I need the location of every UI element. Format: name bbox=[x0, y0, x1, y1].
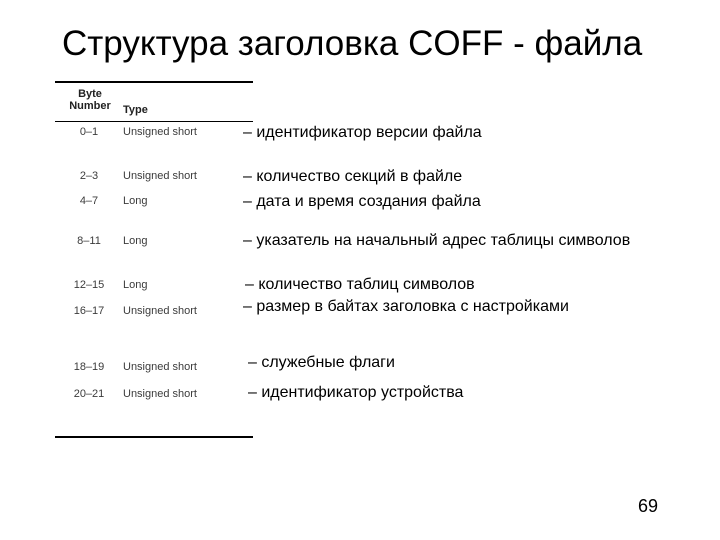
row-1-description: – идентификатор версии файла bbox=[243, 124, 482, 141]
row-2-type: Unsigned short bbox=[123, 170, 197, 182]
row-1-byte: 0–1 bbox=[79, 126, 99, 138]
header-byte-line1: Byte bbox=[78, 88, 102, 100]
row-1-type: Unsigned short bbox=[123, 126, 197, 138]
table-bottom-rule bbox=[55, 436, 253, 438]
slide-title: Структура заголовка COFF - файла bbox=[62, 24, 643, 63]
row-6-type: Unsigned short bbox=[123, 305, 197, 317]
row-5-type: Long bbox=[123, 279, 148, 291]
row-8-byte: 20–21 bbox=[73, 388, 105, 400]
row-2-byte: 2–3 bbox=[79, 170, 99, 182]
header-byte-line2: Number bbox=[69, 100, 111, 112]
row-6-byte: 16–17 bbox=[73, 305, 105, 317]
row-4-type: Long bbox=[123, 235, 148, 247]
table-top-rule bbox=[55, 81, 253, 83]
row-3-description: – дата и время создания файла bbox=[243, 193, 481, 210]
row-6-description: – размер в байтах заголовка с настройками bbox=[243, 298, 569, 315]
table-header-rule bbox=[55, 121, 253, 122]
row-8-description: – идентификатор устройства bbox=[248, 384, 464, 401]
row-2-description: – количество секций в файле bbox=[243, 168, 463, 185]
row-7-description: – служебные флаги bbox=[248, 354, 395, 371]
row-8-type: Unsigned short bbox=[123, 388, 197, 400]
header-type: Type bbox=[123, 104, 148, 116]
row-7-type: Unsigned short bbox=[123, 361, 197, 373]
row-4-byte: 8–11 bbox=[77, 235, 101, 247]
row-7-byte: 18–19 bbox=[73, 361, 105, 373]
row-4-description: – указатель на начальный адрес таблицы символов bbox=[243, 232, 631, 249]
header-byte-number bbox=[64, 88, 116, 112]
row-5-description: – количество таблиц символов bbox=[245, 276, 475, 293]
row-5-byte: 12–15 bbox=[73, 279, 105, 291]
row-3-byte: 4–7 bbox=[79, 195, 99, 207]
row-3-type: Long bbox=[123, 195, 148, 207]
page-number: 69 bbox=[638, 496, 659, 516]
